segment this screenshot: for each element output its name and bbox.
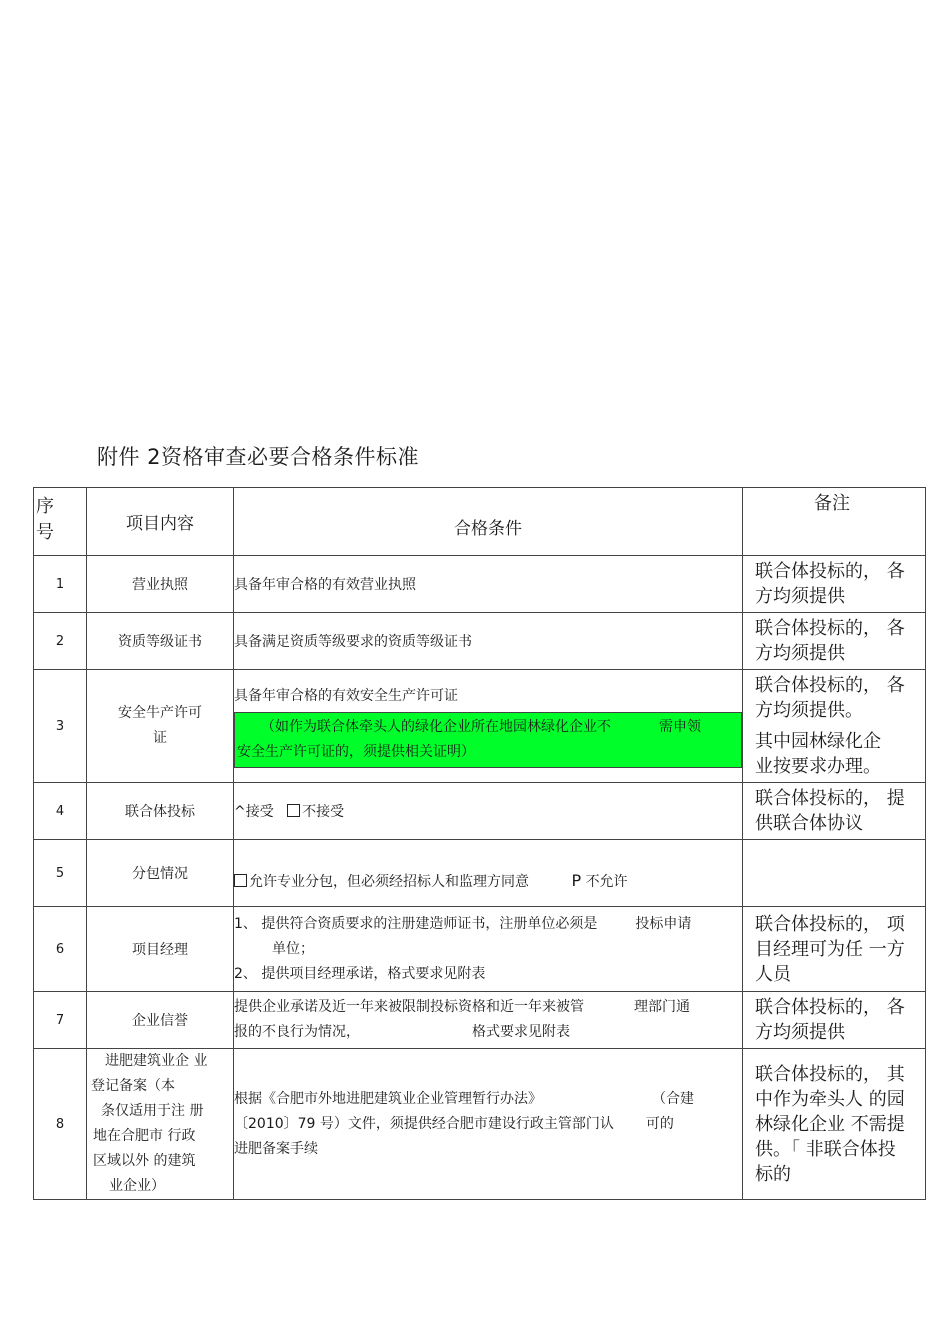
row-item: 营业执照 [87, 556, 234, 613]
row-note: 联合体投标的， 各 方均须提供 [743, 992, 926, 1049]
row-note [743, 840, 926, 907]
header-no: 序 号 [34, 488, 87, 556]
row-condition [234, 840, 743, 907]
row-item: 分包情况 [87, 840, 234, 907]
checkbox-icon [287, 804, 300, 817]
row-item: 项目经理 [87, 907, 234, 992]
row-number: 4 [34, 783, 87, 840]
row-number: 7 [34, 992, 87, 1049]
row-item: 安全牛产许可 证 [87, 670, 234, 783]
checkbox-icon [234, 874, 247, 887]
qualification-table [33, 487, 926, 1200]
option-accept: ^接受 [234, 804, 274, 820]
row-number: 2 [34, 613, 87, 670]
row-condition: 具备满足资质等级要求的资质等级证书 [234, 613, 743, 670]
header-item: 项目内容 [87, 488, 234, 556]
row-number: 1 [34, 556, 87, 613]
row-number: 3 [34, 670, 87, 783]
row-note: 联合体投标的， 各 方均须提供。 其中园林绿化企 业按要求办理。 [743, 670, 926, 783]
row-item: 进肥建筑业企 业 登记备案（本 条仅适用于注 册 地在合肥市 行政 区域以外 的建筑 业企业） [87, 1049, 234, 1200]
table-row [34, 783, 926, 840]
option-deny-mark: P [571, 871, 582, 890]
row-item: 企业信誉 [87, 992, 234, 1049]
table-row [34, 613, 926, 670]
header-note: 备注 [743, 488, 926, 556]
row-number: 5 [34, 840, 87, 907]
table-row [34, 670, 926, 783]
table-header-row [34, 488, 926, 556]
row-note: 联合体投标的， 项 目经理可为任 一方 人员 [743, 907, 926, 992]
row-condition: 具备年审合格的有效营业执照 [234, 556, 743, 613]
option-allow: 允许专业分包，但必须经招标人和监理方同意 [249, 874, 529, 890]
table-row [34, 556, 926, 613]
row-condition: 根据《合肥市外地进肥建筑业企业管理暂行办法》 （合建 〔2010〕79 号）文件，须提供经合肥市建设行政主管部门认 可的 进肥备案手续 [234, 1049, 743, 1200]
table-row [34, 992, 926, 1049]
row-number: 6 [34, 907, 87, 992]
option-reject: 不接受 [302, 804, 345, 820]
header-condition: 合格条件 [234, 488, 743, 556]
table-row [34, 840, 926, 907]
row-condition: 提供企业承诺及近一年来被限制投标资格和近一年来被管 理部门通 报的不良行为情况， 格式要求见附表 [234, 992, 743, 1049]
option-deny: 不允许 [585, 874, 628, 890]
row-number: 8 [34, 1049, 87, 1200]
highlight-note: （如作为联合体牵头人的绿化企业所在地园林绿化企业不 需申领 安全生产许可证的，须提供相关证明） [234, 712, 742, 768]
page-title: 附件 2资格审查必要合格条件标准 [97, 445, 420, 469]
row-note: 联合体投标的， 各 方均须提供 [743, 613, 926, 670]
row-condition: 具备年审合格的有效安全生产许可证 （如作为联合体牵头人的绿化企业所在地园林绿化企业不 需申领 安全生产许可证的，须提供相关证明） [234, 670, 743, 783]
table-row [34, 907, 926, 992]
row-condition: 1、 提供符合资质要求的注册建造师证书，注册单位必须是 投标申请 单位； 2、 提供项目经理承诺，格式要求见附表 [234, 907, 743, 992]
row-item: 联合体投标 [87, 783, 234, 840]
row-note: 联合体投标的， 其 中作为牵头人 的园 林绿化企业 不需提 供。「 非联合体投 标的 [743, 1049, 926, 1200]
row-item: 资质等级证书 [87, 613, 234, 670]
table-row [34, 1049, 926, 1200]
row-condition [234, 783, 743, 840]
row-note: 联合体投标的， 提 供联合体协议 [743, 783, 926, 840]
row-note: 联合体投标的， 各 方均须提供 [743, 556, 926, 613]
